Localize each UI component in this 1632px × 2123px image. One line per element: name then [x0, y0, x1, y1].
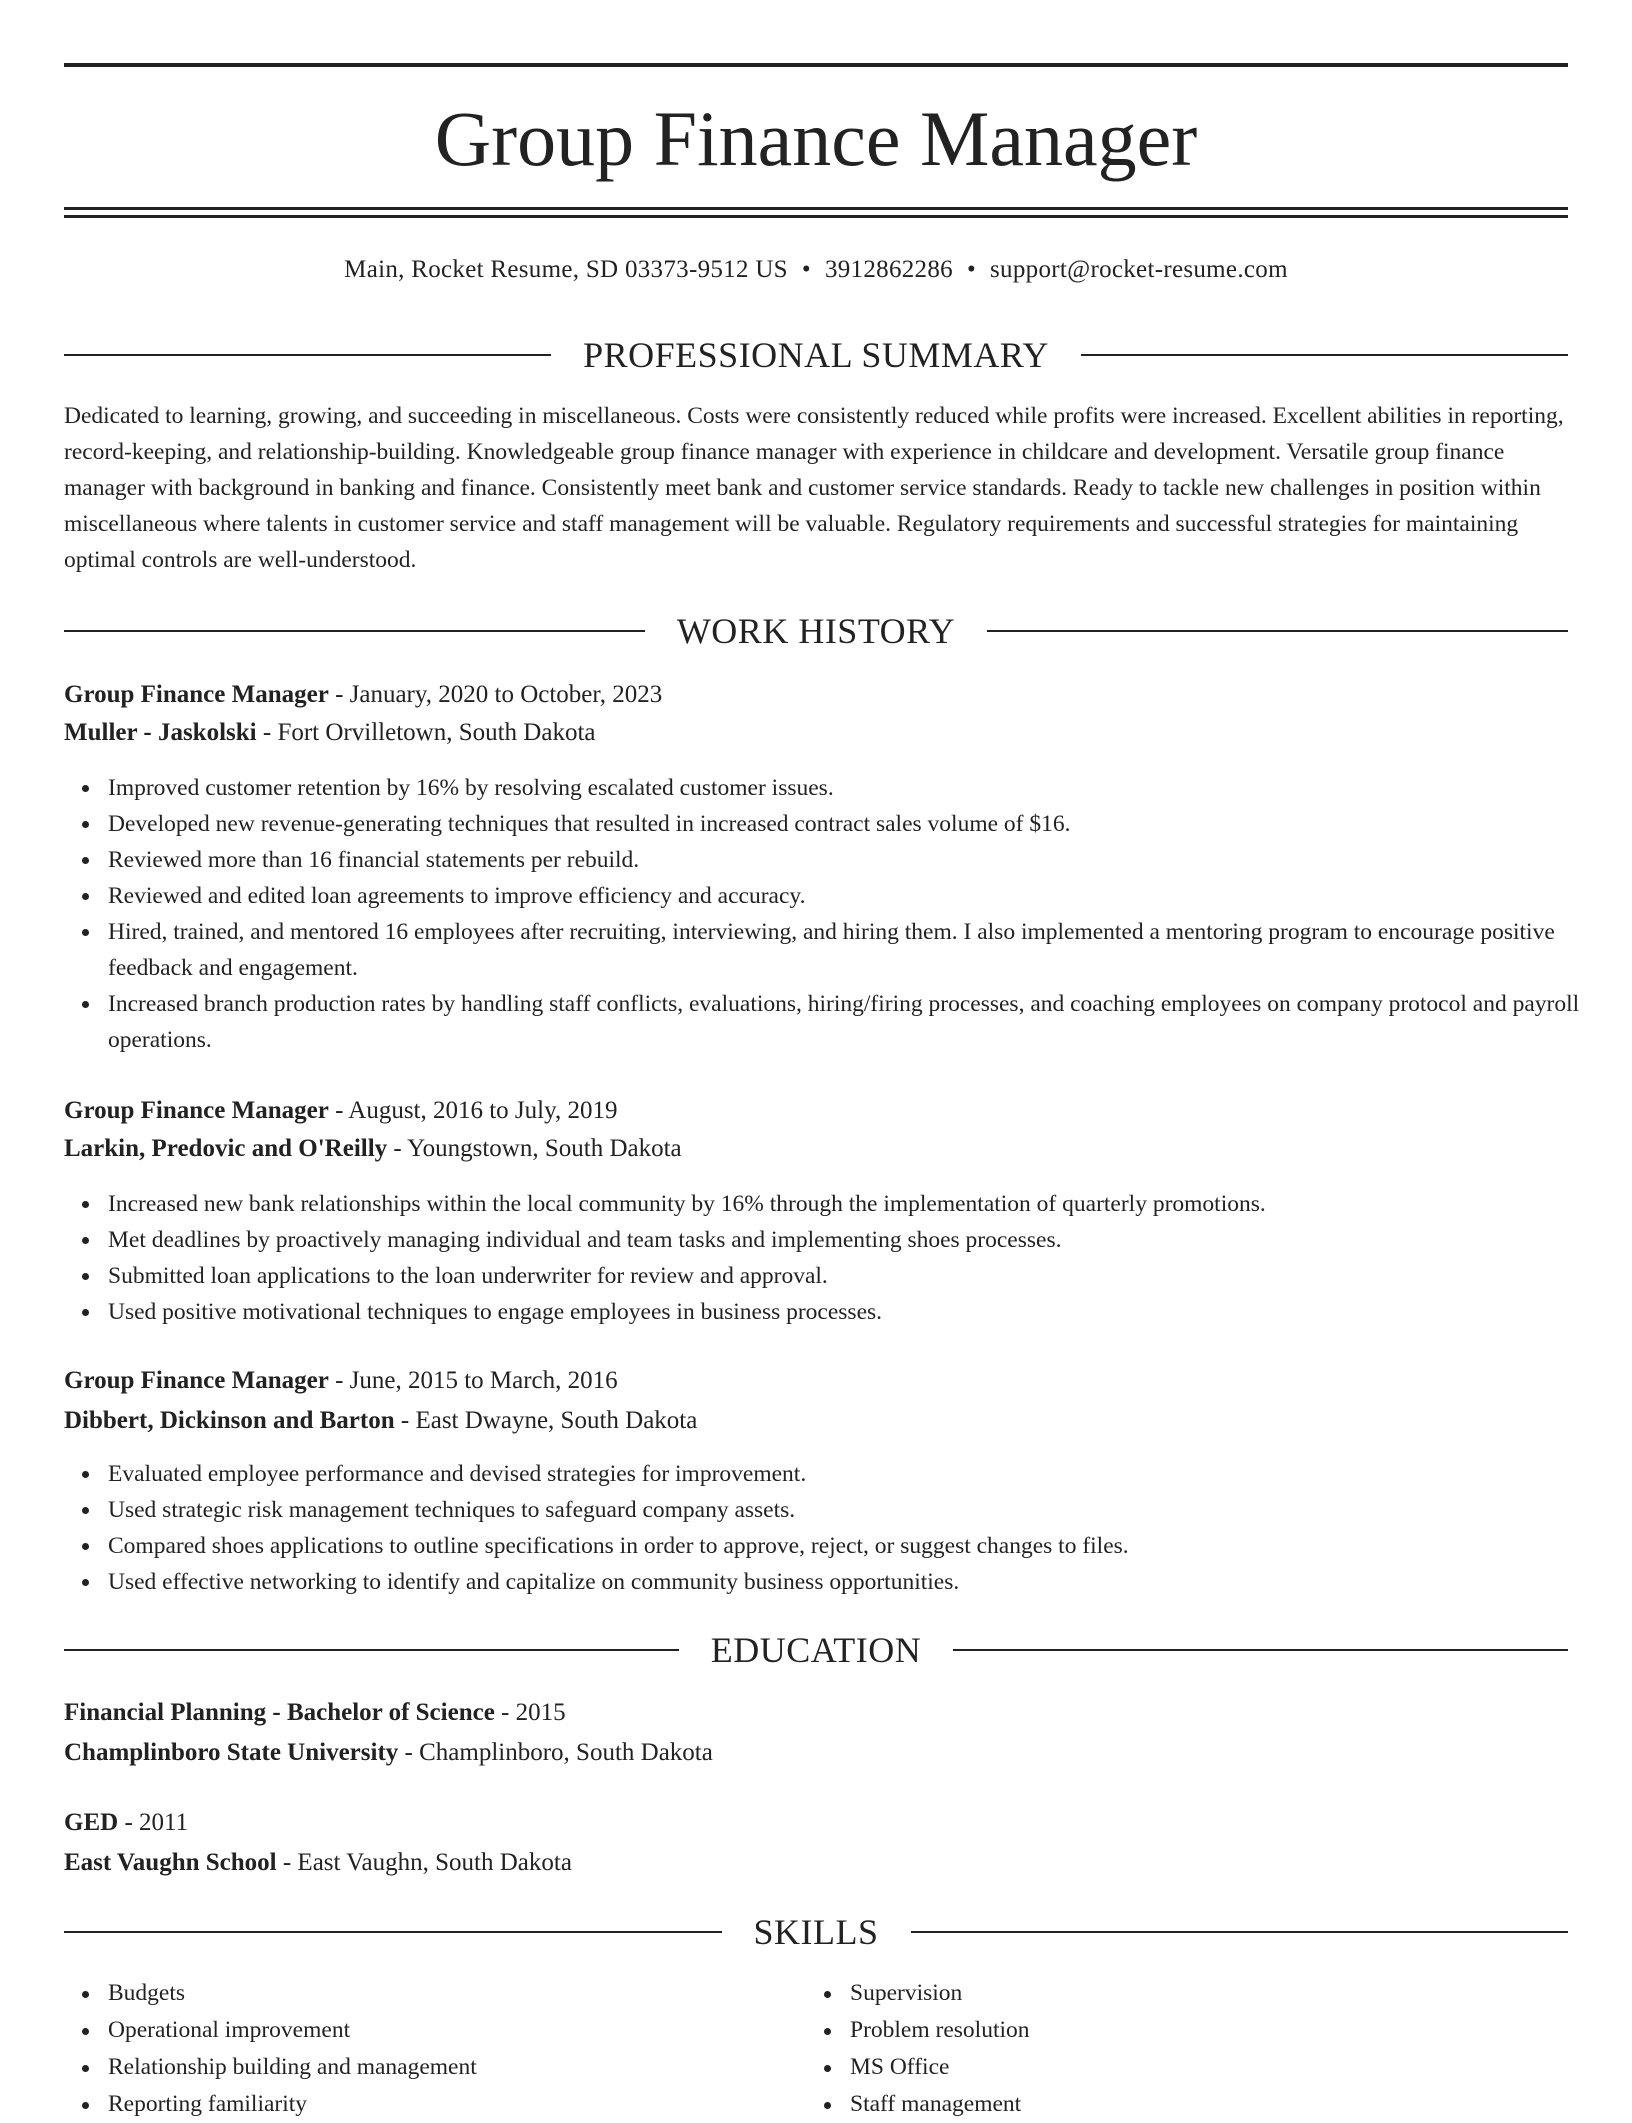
list-item: Used strategic risk management techniques to safeguard company assets.	[108, 1492, 1612, 1528]
work-history-heading	[64, 611, 1568, 651]
job-location: - East Dwayne, South Dakota	[394, 1407, 698, 1434]
job-company: Muller - Jaskolski	[64, 719, 257, 746]
skill-item: Problem resolution	[850, 2012, 1550, 2049]
heading-rule	[64, 354, 551, 356]
contact-address: Main, Rocket Resume, SD 03373-9512 US	[344, 256, 788, 283]
list-item: Met deadlines by proactively managing individual and team tasks and implementing shoes processes.	[108, 1222, 1612, 1258]
job-title: Group Finance Manager	[64, 1367, 329, 1394]
summary-heading	[64, 335, 1568, 375]
list-item: Hired, trained, and mentored 16 employees after recruiting, interviewing, and hiring them. I also implemented a mentoring program to encourage positive feedback and engagement.	[108, 914, 1612, 986]
job-location: - Youngstown, South Dakota	[387, 1135, 682, 1162]
skill-item: Relationship building and management	[108, 2049, 808, 2086]
education-degree-line	[64, 1694, 1568, 1732]
job-bullets	[64, 1186, 1612, 1330]
education-school: East Vaughn School	[64, 1849, 277, 1876]
job-bullets	[64, 1456, 1612, 1600]
heading-rule	[987, 630, 1568, 632]
skill-item: Supervision	[850, 1975, 1550, 2012]
skills-list-right	[806, 1975, 1550, 2123]
skill-item: Operational improvement	[108, 2012, 808, 2049]
job-title: Group Finance Manager	[64, 1097, 329, 1124]
heading-rule	[64, 1931, 722, 1933]
heading-rule	[64, 630, 645, 632]
job-title-line	[64, 1092, 1568, 1130]
job-dates: - January, 2020 to October, 2023	[328, 681, 663, 708]
education-degree: GED	[64, 1809, 119, 1836]
list-item: Improved customer retention by 16% by resolving escalated customer issues.	[108, 770, 1612, 806]
list-item: Used positive motivational techniques to engage employees in business processes.	[108, 1294, 1612, 1330]
section-title: SKILLS	[753, 1912, 879, 1952]
job-company-line	[64, 1402, 1568, 1440]
name-rule-lower	[64, 215, 1568, 218]
job-title-line	[64, 676, 1568, 714]
list-item: Used effective networking to identify and capitalize on community business opportunities.	[108, 1564, 1612, 1600]
list-item: Developed new revenue-generating techniques that resulted in increased contract sales volume of $16.	[108, 806, 1612, 842]
education-degree-line	[64, 1804, 1568, 1842]
list-item: Increased new bank relationships within the local community by 16% through the implementation of quarterly promotions.	[108, 1186, 1612, 1222]
heading-rule	[64, 1649, 679, 1651]
job-title-line	[64, 1362, 1568, 1400]
education-heading	[64, 1630, 1568, 1670]
section-title: PROFESSIONAL SUMMARY	[583, 335, 1049, 375]
job-bullets	[64, 770, 1612, 1058]
education-location: - Champlinboro, South Dakota	[398, 1739, 713, 1766]
list-item: Increased branch production rates by handling staff conflicts, evaluations, hiring/firing processes, and coaching employees on company protocol and payroll operations.	[108, 986, 1612, 1058]
job-dates: - June, 2015 to March, 2016	[328, 1367, 618, 1394]
job-location: - Fort Orvilletown, South Dakota	[256, 719, 596, 746]
education-year: - 2015	[494, 1699, 566, 1726]
job-company: Dibbert, Dickinson and Barton	[64, 1407, 395, 1434]
skills-list-left	[64, 1975, 808, 2123]
education-year: - 2011	[118, 1809, 189, 1836]
resume-name: Group Finance Manager	[434, 95, 1198, 182]
heading-rule	[1081, 354, 1568, 356]
skill-item: Staff management	[850, 2086, 1550, 2123]
education-school-line	[64, 1734, 1568, 1772]
skills-heading	[64, 1912, 1568, 1952]
education-location: - East Vaughn, South Dakota	[276, 1849, 572, 1876]
education-school-line	[64, 1844, 1568, 1882]
contact-phone: 3912862286	[824, 256, 953, 283]
contact-separator: •	[801, 256, 811, 283]
summary-text: Dedicated to learning, growing, and succeeding in miscellaneous. Costs were consistently reduced while profits were increased. Excellent abilities in reporting, record-keeping, and relationship-building. Knowledgeable group finance manager with experience in childcare and development. Versatile group finance manager with background in banking and finance. Consistently meet bank and customer service standards. Ready to tackle new challenges in position within miscellaneous where talents in customer service and staff management will be valuable. Regulatory requirements and successful strategies for maintaining optimal controls are well-understood.	[64, 403, 1564, 573]
contact-separator: •	[966, 256, 977, 283]
section-title: WORK HISTORY	[676, 611, 956, 651]
list-item: Compared shoes applications to outline specifications in order to approve, reject, or suggest changes to files.	[108, 1528, 1612, 1564]
top-rule	[64, 63, 1568, 67]
job-company-line	[64, 714, 1568, 752]
list-item: Submitted loan applications to the loan underwriter for review and approval.	[108, 1258, 1612, 1294]
list-item: Evaluated employee performance and devised strategies for improvement.	[108, 1456, 1612, 1492]
contact-email: support@rocket-resume.com	[990, 256, 1288, 283]
section-title: EDUCATION	[710, 1630, 922, 1670]
heading-rule	[953, 1649, 1568, 1651]
education-degree: Financial Planning - Bachelor of Science	[64, 1699, 495, 1726]
name-rule-upper	[64, 207, 1568, 210]
skill-item: MS Office	[850, 2049, 1550, 2086]
list-item: Reviewed more than 16 financial statements per rebuild.	[108, 842, 1612, 878]
list-item: Reviewed and edited loan agreements to improve efficiency and accuracy.	[108, 878, 1612, 914]
job-title: Group Finance Manager	[64, 681, 329, 708]
education-school: Champlinboro State University	[64, 1739, 399, 1766]
job-dates: - August, 2016 to July, 2019	[328, 1097, 618, 1124]
job-company: Larkin, Predovic and O'Reilly	[64, 1135, 388, 1162]
skill-item: Budgets	[108, 1975, 808, 2012]
heading-rule	[911, 1931, 1569, 1933]
contact-line	[64, 252, 1568, 288]
job-company-line	[64, 1130, 1568, 1168]
skill-item: Reporting familiarity	[108, 2086, 808, 2123]
